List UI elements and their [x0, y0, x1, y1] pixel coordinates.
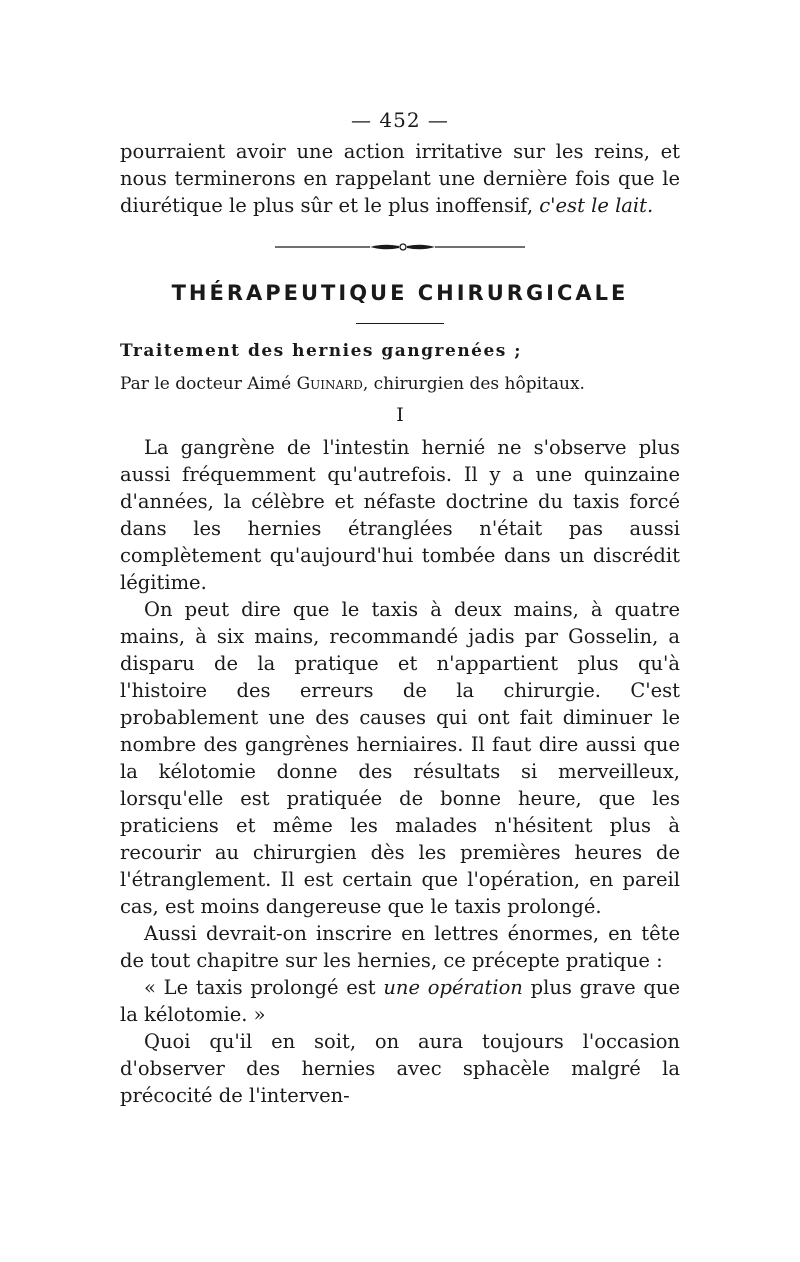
- author-name: Guinard: [296, 374, 363, 394]
- title-rule: [356, 323, 444, 324]
- quote-italic: une opération: [383, 976, 523, 999]
- paragraph-3: Aussi devrait-on inscrire en lettres énormes, en tête de tout chapitre sur les hernies, ce précepte pratique :: [120, 922, 680, 972]
- article-title: Traitement des hernies gangrenées ;: [120, 341, 523, 361]
- page-number: — 452 —: [351, 108, 449, 132]
- intro-text: pourraient avoir une action irritative sur les reins, et nous terminerons en rappelant une dernière fois que le diurétique le plus sûr et le plus inoffensif,: [120, 140, 680, 217]
- quote-after: plus grave que la kélotomie. »: [120, 976, 680, 1026]
- chapter-numeral: I: [396, 404, 404, 426]
- section-title: THÉRAPEUTIQUE CHIRURGICALE: [171, 281, 629, 305]
- author-line: [120, 371, 680, 398]
- paragraph-1: La gangrène de l'intestin hernié ne s'observe plus aussi fréquemment qu'autrefois. Il y a une quinzaine d'années, la célèbre et néfaste doctrine du taxis forcé dans les hernies étranglées n'était pas aussi complètement qu'aujourd'hui tombée dans un discrédit légitime.: [120, 436, 680, 594]
- author-suffix: , chirurgien des hôpitaux.: [362, 374, 585, 394]
- paragraph-2: On peut dire que le taxis à deux mains, à quatre mains, à six mains, recommandé jadis par Gosselin, a disparu de la pratique et n'appartient plus qu'à l'histoire des erreurs de la chirurgie. C'est probablement une des causes qui ont fait diminuer le nombre des gangrènes herniaires. Il faut dire aussi que la kélotomie donne des résultats si merveilleux, lorsqu'elle est pratiquée de bonne heure, que les praticiens et même les malades n'hésitent plus à recourir au chirurgien dès les premières heures de l'étranglement. Il est certain que l'opération, en pareil cas, est moins dangereuse que le taxis prolongé.: [120, 598, 680, 918]
- intro-italic: c'est le lait.: [539, 194, 654, 217]
- author-prefix: Par le docteur Aimé: [120, 374, 297, 394]
- intro-paragraph: [120, 138, 680, 219]
- quote-before: « Le taxis prolongé est: [144, 976, 384, 999]
- paragraph-5: Quoi qu'il en soit, on aura toujours l'occasion d'observer des hernies avec sphacèle malgré la précocité de l'interven-: [120, 1030, 680, 1107]
- paragraph-4: [120, 974, 680, 1028]
- page: [120, 108, 680, 1109]
- ornamental-divider: [275, 241, 525, 253]
